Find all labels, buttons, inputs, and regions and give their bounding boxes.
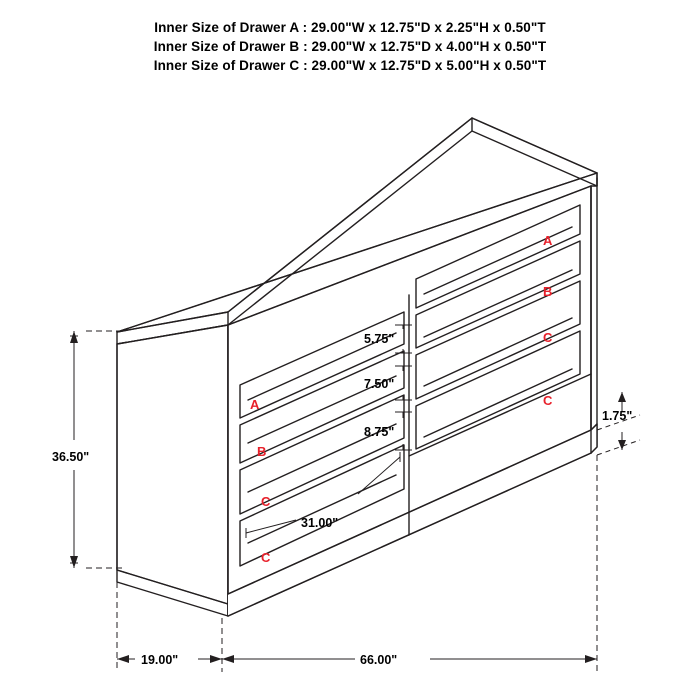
- dim-label-depth: 19.00": [141, 653, 179, 667]
- right-edge: [591, 178, 597, 453]
- dim-label-front-c: 8.75": [364, 425, 395, 439]
- drawer-label-left-c2: C: [261, 550, 271, 565]
- drawer-label-right-c1: C: [543, 330, 553, 345]
- drawer-label-right-c2: C: [543, 393, 553, 408]
- ext-line-base-bottom: [597, 440, 640, 455]
- drawer-label-left-a: A: [250, 397, 260, 412]
- drawer-label-right-b: B: [543, 284, 553, 299]
- dim-label-base: 1.75": [602, 409, 633, 423]
- dim-label-height: 36.50": [52, 450, 90, 464]
- drawer-label-left-c1: C: [261, 494, 271, 509]
- dim-label-width: 66.00": [360, 653, 398, 667]
- dim-label-drawer-width: 31.00": [301, 516, 339, 530]
- spec-line-a: Inner Size of Drawer A : 29.00"W x 12.75"D x 2.25"H x 0.50"T: [154, 20, 546, 35]
- drawer-label-left-b: B: [257, 444, 267, 459]
- spec-line-c: Inner Size of Drawer C : 29.00"W x 12.75"D x 5.00"H x 0.50"T: [153, 58, 547, 73]
- dim-label-front-b: 7.50": [364, 377, 395, 391]
- dim-label-front-a: 5.75": [364, 332, 395, 346]
- drawer-label-right-a: A: [543, 233, 553, 248]
- spec-line-b: Inner Size of Drawer B : 29.00"W x 12.75"D x 4.00"H x 0.50"T: [153, 39, 547, 54]
- left-side-panel: [117, 325, 228, 616]
